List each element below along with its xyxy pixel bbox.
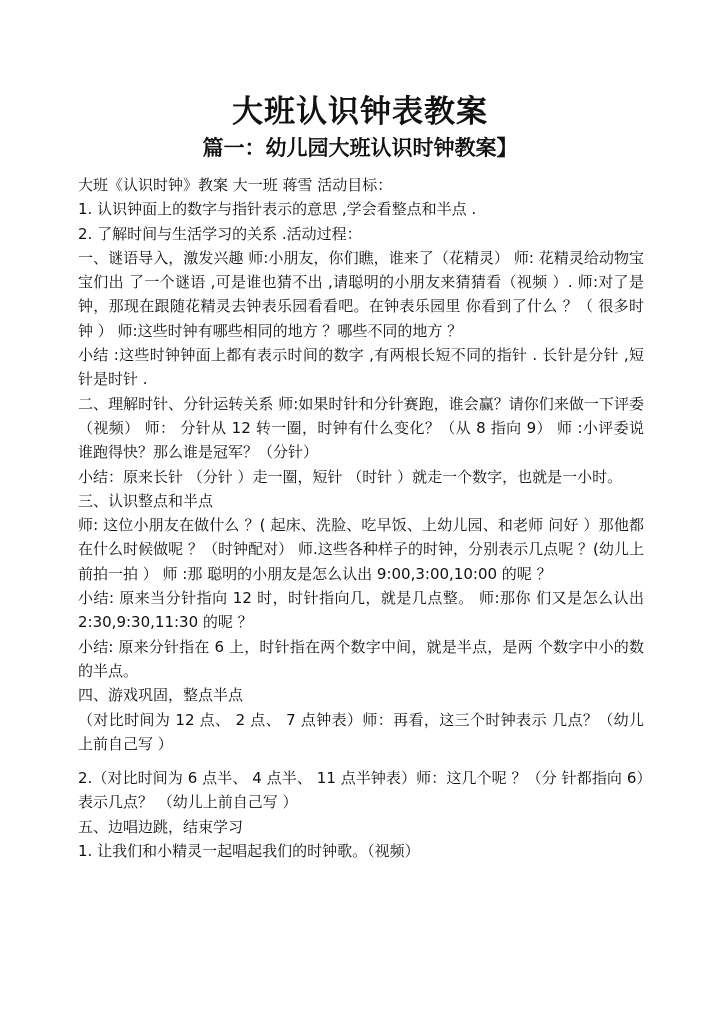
paragraph-step-2: 二、理解时针、分针运转关系 师:如果时针和分针赛跑，谁会赢？请你们来做一下评委（视频） 师： 分针从 12 转一圈，时钟有什么变化？（从 8 指向 9） 师 :小评委说 谁跑得快？那么谁是冠军？（分针） — [78, 394, 644, 462]
paragraph-step-3: 师: 这位小朋友在做什么 ？( 起床、洗脸、吃早饭、上幼儿园、和老师 问好 ）那他都在什么时候做呢 ？（时钟配对） 师.这些各种样子的时钟，分别表示几点呢 ？(幼儿上前拍一拍 ） 师 :那 聪明的小朋友是怎么认出 9:00,3:00,10:00 的呢 ？ — [78, 516, 644, 583]
paragraph-game-2: 2.（对比时间为 6 点半、 4 点半、 11 点半钟表）师：这几个呢 ？（分 针都指向 6）表示几点？ （幼儿上前自己写 ） — [78, 769, 644, 812]
section-heading-3: 三、认识整点和半点 — [78, 491, 214, 510]
paragraph-summary-1: 小结 :这些时钟钟面上都有表示时间的数字 ,有两根长短不同的指针 . 长针是分针 ,短针是时针 . — [78, 346, 644, 389]
paragraph-summary-4: 小结: 原来分针指在 6 上，时针指在两个数字中间，就是半点，是两 个数字中小的数的半点。 — [78, 637, 644, 680]
paragraph-song: 1. 让我们和小精灵一起唱起我们的时钟歌。（视频） — [78, 842, 420, 861]
document-body — [78, 173, 644, 863]
paragraph-step-1: 一、谜语导入，激发兴趣 师:小朋友，你们瞧，谁来了（花精灵） 师: 花精灵给动物宝宝们出 了一个谜语 ,可是谁也猜不出 ,请聪明的小朋友来猜猜看（视频 ）. 师:对了是钟，那现在跟随花精灵去钟表乐园看看吧。在钟表乐园里 你看到了什么 ？（ 很多时钟 ） 师:这些时钟有哪些相同的地方 ？哪些不同的地方 ？ — [78, 248, 644, 340]
document-subtitle: 篇一：幼儿园大班认识时钟教案】 — [202, 136, 518, 160]
section-heading-5: 五、边唱边跳，结束学习 — [78, 817, 244, 836]
paragraph-summary-3: 小结: 原来当分针指向 12 时，时针指向几，就是几点整。 师:那你 们又是怎么认出 2:30,9:30,11:30 的呢 ？ — [78, 589, 644, 632]
paragraph-intro: 大班《认识时钟》教案 大一班 蒋雪 活动目标： — [78, 176, 393, 194]
document-title: 大班认识钟表教案 — [232, 94, 488, 130]
paragraph-summary-2: 小结：原来长针 （分针 ）走一圈，短针 （时针 ）就走一个数字，也就是一小时。 — [78, 467, 623, 486]
paragraph-goal-2: 2. 了解时间与生活学习的关系 .活动过程： — [78, 224, 362, 243]
paragraph-game-1: （对比时间为 12 点、 2 点、 7 点钟表）师：再看，这三个时钟表示 几点？（幼儿上前自己写 ） — [78, 710, 644, 753]
section-heading-4: 四、游戏巩固，整点半点 — [78, 686, 244, 705]
paragraph-goal-1: 1. 认识钟面上的数字与指针表示的意思 ,学会看整点和半点 . — [78, 200, 477, 219]
